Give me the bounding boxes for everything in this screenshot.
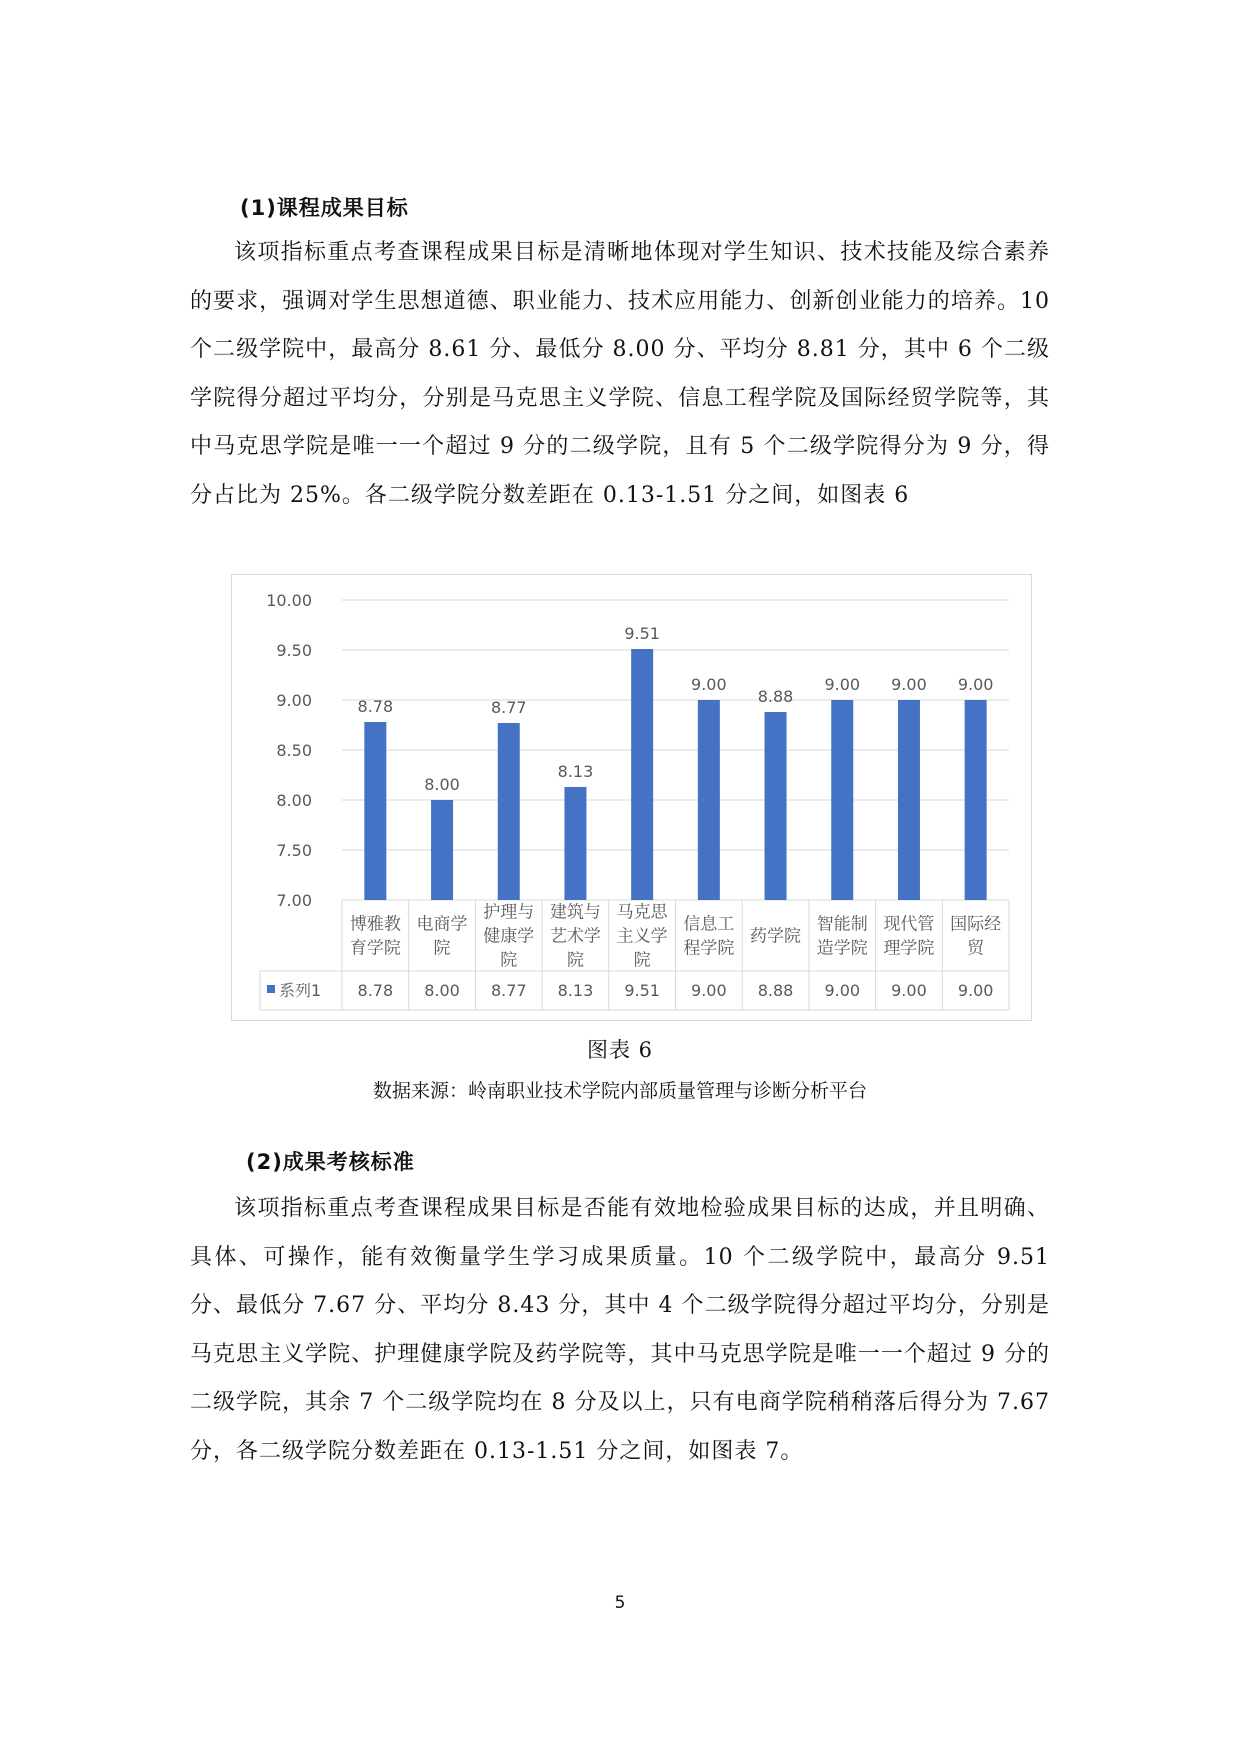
section2-heading: (2)成果考核标准 <box>246 1150 415 1174</box>
x-tick-label: 现代管 <box>883 914 935 935</box>
x-tick-label: 智能制 <box>816 914 868 935</box>
x-tick-label: 院 <box>566 950 584 971</box>
x-tick-label: 贸 <box>967 938 985 959</box>
data-label: 8.77 <box>490 698 527 717</box>
table-value: 8.00 <box>424 981 460 1000</box>
x-tick-label: 育学院 <box>349 938 401 959</box>
bar <box>698 700 720 900</box>
y-tick-label: 10.00 <box>266 591 312 610</box>
figure-source: 数据来源：岭南职业技术学院内部质量管理与诊断分析平台 <box>372 1080 867 1102</box>
table-value: 8.13 <box>557 981 594 1000</box>
data-label: 8.13 <box>557 762 594 781</box>
y-tick-label: 8.50 <box>276 741 312 760</box>
data-label: 9.00 <box>957 675 994 694</box>
x-tick-label: 程学院 <box>683 938 735 959</box>
data-label: 9.51 <box>624 624 660 643</box>
bar <box>831 700 853 900</box>
x-tick-label: 院 <box>433 938 451 959</box>
bar <box>631 649 653 900</box>
x-tick-label: 国际经 <box>950 914 1002 935</box>
x-tick-label: 电商学 <box>416 914 468 935</box>
table-value: 9.51 <box>624 981 660 1000</box>
x-tick-label: 健康学 <box>483 926 535 947</box>
section1-heading: (1)课程成果目标 <box>240 196 409 220</box>
table-value: 8.88 <box>757 981 794 1000</box>
legend-swatch <box>267 985 275 993</box>
x-tick-label: 主义学 <box>616 926 668 947</box>
table-value: 9.00 <box>891 981 927 1000</box>
bar <box>765 712 787 900</box>
bar-chart <box>232 575 1031 1020</box>
section1-paragraph: 该项指标重点考查课程成果目标是清晰地体现对学生知识、技术技能及综合素养的要求，强调对学生思想道德、职业能力、技术应用能力、创新创业能力的培养。10 个二级学院中，最高分 8.61 分、最低分 8.00 分、平均分 8.81 分，其中 6 个二级学院得分超过平均分，分别是马克思主义学院、信息工程学院及国际经贸学院等，其中马克思学院是唯一一个超过 9 分的二级学院，且有 5 个二级学院得分为 9 分，得分占比为 25%。各二级学院分数差距在 0.13-1.51 分之间，如图表 6 <box>190 240 1050 508</box>
x-tick-label: 建筑与 <box>549 902 601 923</box>
y-tick-label: 9.50 <box>276 641 312 660</box>
data-label: 9.00 <box>691 675 727 694</box>
section2-paragraph: 该项指标重点考查课程成果目标是否能有效地检验成果目标的达成，并且明确、具体、可操作，能有效衡量学生学习成果质量。10 个二级学院中，最高分 9.51 分、最低分 7.67 分、平均分 8.43 分，其中 4 个二级学院得分超过平均分，分别是马克思主义学院、护理健康学院及药学院等，其中马克思学院是唯一一个超过 9 分的二级学院，其余 7 个二级学院均在 8 分及以上，只有电商学院稍稍落后得分为 7.67 分，各二级学院分数差距在 0.13-1.51 分之间，如图表 7。 <box>190 1196 1050 1464</box>
data-label: 9.00 <box>891 675 927 694</box>
x-tick-label: 博雅教 <box>349 914 401 935</box>
data-label: 8.00 <box>424 775 460 794</box>
bar <box>965 700 987 900</box>
bar <box>364 722 386 900</box>
data-label: 9.00 <box>824 675 861 694</box>
bar <box>898 700 920 900</box>
figure-caption: 图表 6 <box>586 1038 654 1062</box>
bar <box>564 787 586 900</box>
legend-label: 系列1 <box>279 981 322 1000</box>
y-tick-label: 9.00 <box>276 691 312 710</box>
table-value: 9.00 <box>824 981 861 1000</box>
x-tick-label: 造学院 <box>816 938 868 959</box>
x-tick-label: 理学院 <box>883 938 935 959</box>
chart-container <box>231 574 1032 1021</box>
data-label: 8.78 <box>357 697 394 716</box>
table-value: 8.77 <box>490 981 527 1000</box>
page-number: 5 <box>614 1593 626 1613</box>
x-tick-label: 护理与 <box>483 902 535 923</box>
y-tick-label: 7.50 <box>276 841 312 860</box>
y-tick-label: 8.00 <box>276 791 312 810</box>
x-tick-label: 院 <box>500 950 518 971</box>
x-tick-label: 信息工 <box>683 914 735 935</box>
table-value: 8.78 <box>357 981 394 1000</box>
x-tick-label: 马克思 <box>616 902 668 923</box>
x-tick-label: 艺术学 <box>549 926 601 947</box>
x-tick-label: 院 <box>633 950 651 971</box>
bar <box>431 800 453 900</box>
bar <box>498 723 520 900</box>
data-label: 8.88 <box>757 687 794 706</box>
y-tick-label: 7.00 <box>276 891 312 910</box>
table-value: 9.00 <box>957 981 994 1000</box>
x-tick-label: 药学院 <box>750 926 802 947</box>
table-value: 9.00 <box>691 981 727 1000</box>
